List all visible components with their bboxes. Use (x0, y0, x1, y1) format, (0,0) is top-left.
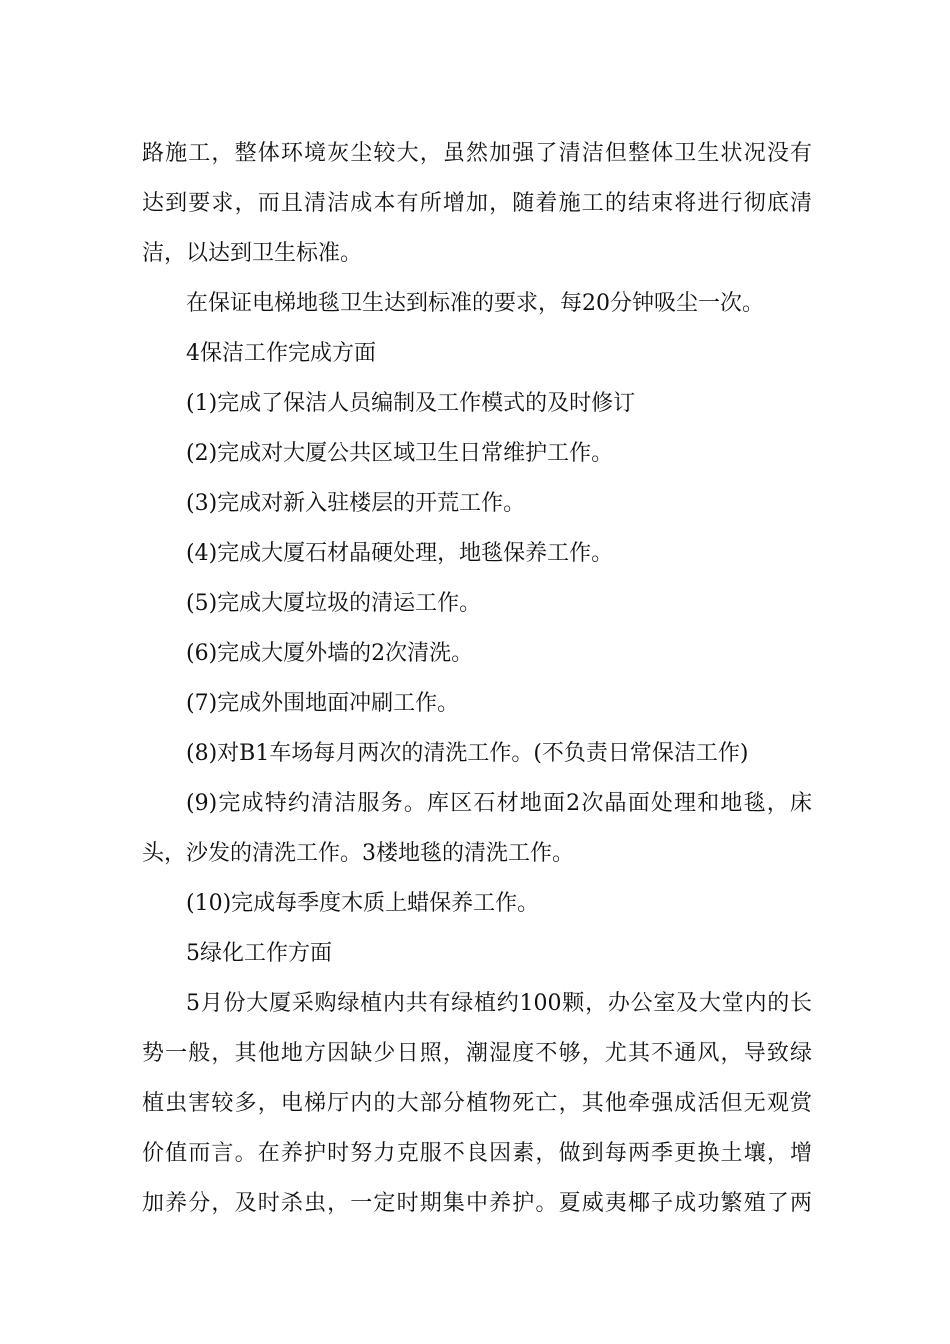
text-line: (8)对B1车场每月两次的清洗工作。(不负责日常保洁工作) (186, 741, 749, 766)
list-item-7 (142, 679, 812, 729)
list-item-2 (142, 429, 812, 479)
body-text (142, 129, 812, 1229)
text-line: 加养分，及时杀虫，一定时期集中养护。夏威夷椰子成功繁殖了两 (142, 1191, 812, 1216)
text-line: 头，沙发的清洗工作。3楼地毯的清洗工作。 (142, 841, 574, 866)
text-line: (10)完成每季度木质上蜡保养工作。 (186, 891, 540, 916)
text-line: (5)完成大厦垃圾的清运工作。 (186, 591, 482, 616)
text-line: (1)完成了保洁人员编制及工作模式的及时修订 (186, 391, 636, 416)
text-line: (9)完成特约清洁服务。库区石材地面2次晶面处理和地毯，床 (186, 791, 812, 816)
section-heading-cleaning (142, 329, 812, 379)
text-line: (3)完成对新入驻楼层的开荒工作。 (186, 491, 526, 516)
paragraph-continuation (142, 129, 812, 279)
paragraph-elevator-carpet (142, 279, 812, 329)
text-line: 5绿化工作方面 (186, 941, 332, 966)
list-item-9 (142, 779, 812, 879)
list-item-10 (142, 879, 812, 929)
list-item-5 (142, 579, 812, 629)
text-line: 植虫害较多，电梯厅内的大部分植物死亡，其他牵强成活但无观赏 (142, 1091, 812, 1116)
list-item-6 (142, 629, 812, 679)
section-heading-greening (142, 929, 812, 979)
text-line: 势一般，其他地方因缺少日照，潮湿度不够，尤其不通风，导致绿 (142, 1041, 812, 1066)
text-line: (2)完成对大厦公共区域卫生日常维护工作。 (186, 441, 614, 466)
text-line: 洁，以达到卫生标准。 (142, 241, 363, 266)
text-line: 4保洁工作完成方面 (186, 341, 376, 366)
list-item-1 (142, 379, 812, 429)
text-line: (4)完成大厦石材晶硬处理，地毯保养工作。 (186, 541, 614, 566)
paragraph-greening (142, 979, 812, 1229)
list-item-3 (142, 479, 812, 529)
text-line: (7)完成外围地面冲刷工作。 (186, 691, 460, 716)
text-line: (6)完成大厦外墙的2次清洗。 (186, 641, 474, 666)
list-item-4 (142, 529, 812, 579)
text-line: 达到要求，而且清洁成本有所增加，随着施工的结束将进行彻底清 (142, 191, 812, 216)
list-item-8 (142, 729, 812, 779)
text-line: 5月份大厦采购绿植内共有绿植约100颗，办公室及大堂内的长 (186, 991, 812, 1016)
text-line: 路施工，整体环境灰尘较大，虽然加强了清洁但整体卫生状况没有 (142, 141, 812, 166)
text-line: 在保证电梯地毯卫生达到标准的要求，每20分钟吸尘一次。 (186, 291, 764, 316)
text-line: 价值而言。在养护时努力克服不良因素，做到每两季更换土壤，增 (142, 1141, 812, 1166)
